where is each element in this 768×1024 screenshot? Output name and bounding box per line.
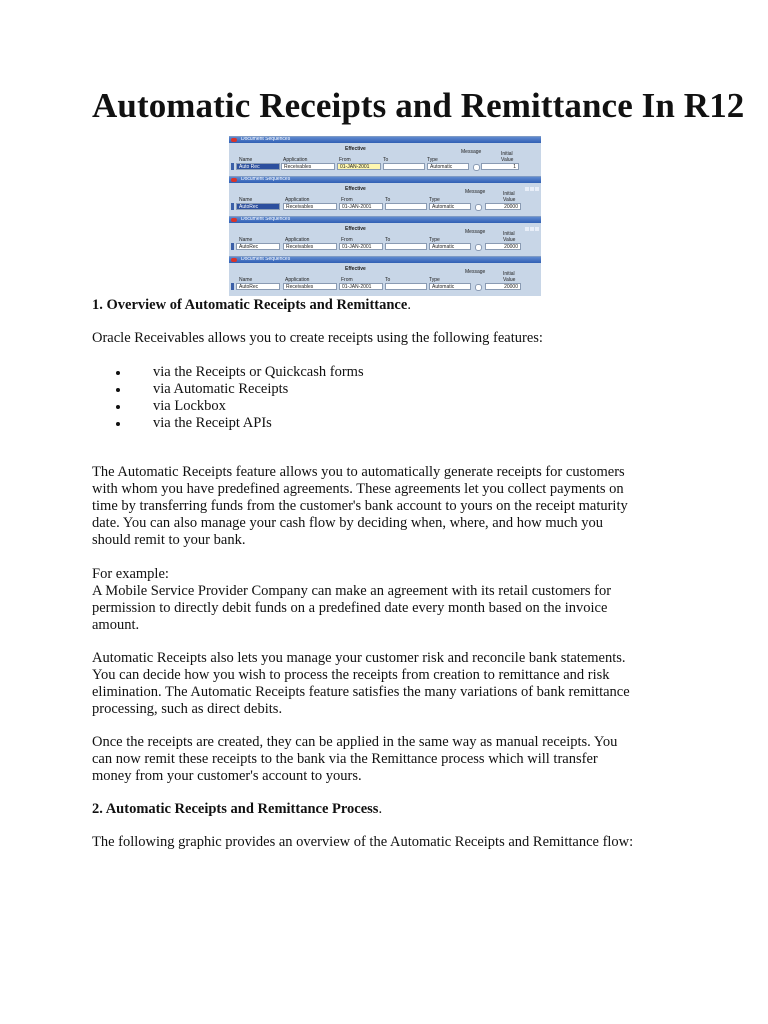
- column-from: From: [341, 197, 353, 203]
- type-select[interactable]: Automatic: [429, 283, 471, 290]
- page-title: Automatic Receipts and Remittance In R12: [92, 86, 745, 125]
- message-checkbox[interactable]: [473, 164, 480, 171]
- window-titlebar: [229, 177, 541, 183]
- paragraph-applied: Once the receipts are created, they can be applied in the same way as manual receipts. You can now remit these receipts to the bank via the Remittance process which will transfer money from your customer's account to yours.: [92, 734, 618, 784]
- column-application: Application: [283, 157, 308, 163]
- message-label: Message: [465, 269, 486, 275]
- window-title: Document Sequences: [241, 176, 291, 182]
- column-from: From: [339, 157, 351, 163]
- list-item: via Lockbox: [92, 398, 364, 415]
- message-label: Message: [465, 229, 486, 235]
- message-label: Message: [461, 149, 482, 155]
- type-select[interactable]: Automatic: [427, 163, 469, 170]
- window-title: Document Sequences: [241, 136, 291, 142]
- name-field[interactable]: AutoRec: [236, 283, 280, 290]
- from-field[interactable]: 01-JAN-2001: [339, 203, 383, 210]
- effective-label: Effective: [345, 266, 366, 272]
- oracle-icon: [231, 138, 237, 142]
- message-checkbox[interactable]: [475, 204, 482, 211]
- value-label: Value: [503, 237, 516, 243]
- message-checkbox[interactable]: [475, 244, 482, 251]
- window-titlebar: [229, 217, 541, 223]
- row-indicator: [231, 243, 234, 250]
- column-type: Type: [429, 237, 440, 243]
- to-field[interactable]: [383, 163, 425, 170]
- document-sequences-screenshot: [229, 136, 541, 296]
- column-to: To: [383, 157, 389, 163]
- column-type: Type: [427, 157, 438, 163]
- paragraph-example: For example: A Mobile Service Provider Company can make an agreement with its retail customers for permission to directly debit funds on a predefined date every month based on the invoice amount.: [92, 566, 612, 633]
- message-checkbox[interactable]: [475, 284, 482, 291]
- application-field[interactable]: Receivables: [283, 283, 337, 290]
- features-list: [92, 364, 364, 432]
- name-field[interactable]: Auto Rec: [236, 163, 280, 170]
- screenshot-window-4: [229, 256, 541, 296]
- row-indicator: [231, 203, 234, 210]
- column-application: Application: [285, 277, 310, 283]
- bullet-icon: [116, 371, 120, 375]
- name-field[interactable]: AutoRec: [236, 203, 280, 210]
- initial-value-field[interactable]: 20000: [485, 243, 521, 250]
- bullet-icon: [116, 388, 120, 392]
- value-label: Value: [503, 197, 516, 203]
- list-item: via the Receipts or Quickcash forms: [92, 364, 364, 381]
- window-titlebar: [229, 257, 541, 263]
- initial-label: Initial: [503, 271, 515, 277]
- value-label: Value: [501, 157, 514, 163]
- row-indicator: [231, 283, 234, 290]
- column-to: To: [385, 277, 391, 283]
- oracle-icon: [231, 178, 237, 182]
- column-application: Application: [285, 197, 310, 203]
- window-title: Document Sequences: [241, 256, 291, 262]
- screenshot-window-3: [229, 216, 541, 257]
- column-from: From: [341, 277, 353, 283]
- list-item: via the Receipt APIs: [92, 415, 364, 432]
- window-controls[interactable]: [524, 218, 539, 236]
- initial-label: Initial: [503, 231, 515, 237]
- value-label: Value: [503, 277, 516, 283]
- column-type: Type: [429, 277, 440, 283]
- to-field[interactable]: [385, 283, 427, 290]
- column-application: Application: [285, 237, 310, 243]
- application-field[interactable]: Receivables: [281, 163, 335, 170]
- section-2-intro: The following graphic provides an overview of the Automatic Receipts and Remittance flow:: [92, 834, 634, 850]
- effective-label: Effective: [345, 186, 366, 192]
- application-field[interactable]: Receivables: [283, 243, 337, 250]
- name-field[interactable]: AutoRec: [236, 243, 280, 250]
- column-to: To: [385, 197, 391, 203]
- type-select[interactable]: Automatic: [429, 243, 471, 250]
- section-1-heading: 1. Overview of Automatic Receipts and Remittance.: [92, 297, 411, 313]
- from-field[interactable]: 01-JAN-2001: [339, 243, 383, 250]
- column-to: To: [385, 237, 391, 243]
- bullet-icon: [116, 422, 120, 426]
- section-1-intro: Oracle Receivables allows you to create receipts using the following features:: [92, 330, 543, 346]
- column-name: Name: [239, 157, 253, 163]
- column-name: Name: [239, 197, 253, 203]
- section-2-heading: 2. Automatic Receipts and Remittance Process.: [92, 801, 383, 817]
- message-label: Message: [465, 189, 486, 195]
- oracle-icon: [231, 218, 237, 222]
- initial-value-field[interactable]: 20000: [485, 203, 521, 210]
- screenshot-window-2: [229, 176, 541, 217]
- application-field[interactable]: Receivables: [283, 203, 337, 210]
- column-from: From: [341, 237, 353, 243]
- oracle-icon: [231, 258, 237, 262]
- section-1-heading-text: 1. Overview of Automatic Receipts and Remittance: [92, 297, 408, 313]
- column-name: Name: [239, 277, 253, 283]
- paragraph-risk: Automatic Receipts also lets you manage your customer risk and reconcile bank statements. You can decide how you wish to process the receipts from creation to remittance and risk elimination. The Automatic Receipts feature satisfies the many variations of bank remittance processing, such as direct debits.: [92, 650, 630, 717]
- window-title: Document Sequences: [241, 216, 291, 222]
- type-select[interactable]: Automatic: [429, 203, 471, 210]
- from-field[interactable]: 01-JAN-2001: [337, 163, 381, 170]
- list-item: via Automatic Receipts: [92, 381, 364, 398]
- to-field[interactable]: [385, 243, 427, 250]
- initial-value-field[interactable]: 1: [481, 163, 519, 170]
- to-field[interactable]: [385, 203, 427, 210]
- initial-value-field[interactable]: 20000: [485, 283, 521, 290]
- window-titlebar: [229, 137, 541, 143]
- section-2-heading-text: 2. Automatic Receipts and Remittance Process: [92, 801, 379, 817]
- initial-label: Initial: [501, 151, 513, 157]
- column-name: Name: [239, 237, 253, 243]
- row-indicator: [231, 163, 234, 170]
- effective-label: Effective: [345, 146, 366, 152]
- window-controls[interactable]: [524, 178, 539, 196]
- column-type: Type: [429, 197, 440, 203]
- from-field[interactable]: 01-JAN-2001: [339, 283, 383, 290]
- initial-label: Initial: [503, 191, 515, 197]
- effective-label: Effective: [345, 226, 366, 232]
- screenshot-window-1: [229, 136, 541, 177]
- bullet-icon: [116, 405, 120, 409]
- paragraph-automatic-receipts: The Automatic Receipts feature allows you to automatically generate receipts for customers with whom you have predefined agreements. These agreements let you collect payments on time by transferring funds from the customer's bank account to yours on the receipt maturity date. You can also manage your cash flow by deciding when, where, and how much you should remit to your bank.: [92, 464, 628, 548]
